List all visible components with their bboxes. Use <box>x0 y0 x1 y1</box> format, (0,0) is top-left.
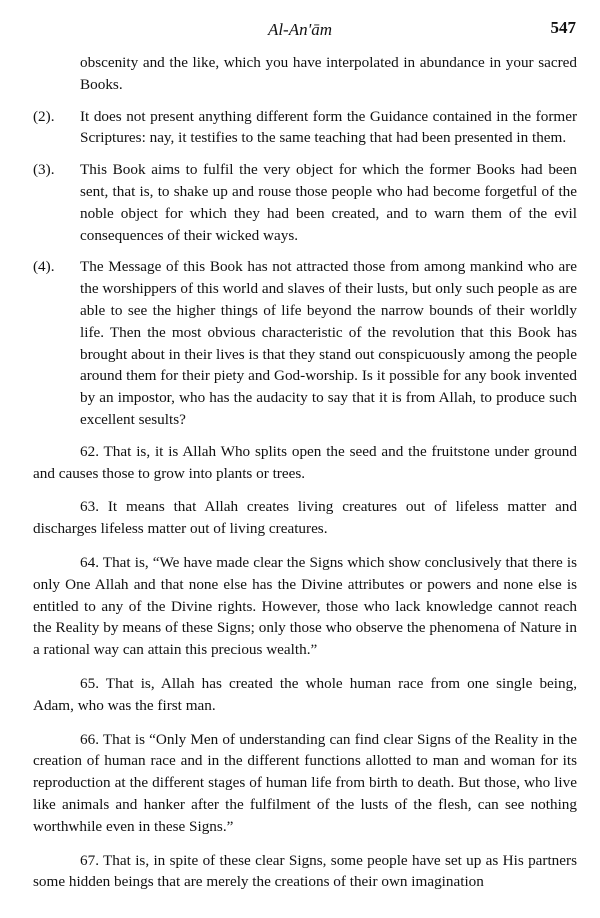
footnote-65: 65. That is, Allah has created the whole human race from one single being, Adam, who was the first man. <box>33 674 577 714</box>
point-text: This Book aims to fulfil the very object for which the former Books had been sent, that is, to shake up and rouse those people who had become forgetful of the noble object for which they had been created, and to warn them of the evil consequences of their wicked ways. <box>80 161 577 244</box>
point-number: (4). <box>33 258 55 276</box>
page-number: 547 <box>550 18 576 37</box>
running-header <box>0 18 600 44</box>
point-number: (3). <box>33 161 55 179</box>
footnote-67: 67. That is, in spite of these clear Signs, some people have set up as His partners some hidden beings that are merely the creations of their own imagination <box>33 851 577 891</box>
chapter-title: Al-An'ām <box>267 20 333 39</box>
footnote-63: 63. It means that Allah creates living creatures out of lifeless matter and discharges lifeless matter out of living creatures. <box>33 498 577 538</box>
numbered-point <box>33 106 577 150</box>
point-text: It does not present anything different form the Guidance contained in the former Scriptures: nay, it testifies to the same teaching that had been presented in them. <box>80 107 577 147</box>
numbered-point <box>33 159 577 246</box>
footnote-66: 66. That is “Only Men of understanding can find clear Signs of the Reality in the creation of human race and in the different functions allotted to man and woman for its reproduction at the different stages of human life from birth to death. But those, who live like animals and hanker after the fulfilment of the lusts of the flesh, can see nothing worthwhile even in these Signs.” <box>33 730 577 835</box>
footnote-64: 64. That is, “We have made clear the Signs which show conclusively that there is only One Allah and that none else has the Divine attributes or powers and none else is entitled to any of the Divine rights. However, those who lack knowledge cannot reach the Reality by means of these Signs; only those who observe the phenomena of Nature in a rational way can attain this precious wealth.” <box>33 553 577 659</box>
numbered-point <box>33 256 577 430</box>
page-body <box>33 52 577 893</box>
point-text: The Message of this Book has not attracted those from among mankind who are the worshippers of this world and slaves of their lusts, but only such people as are able to see the higher things of life beyond the narrow bounds of their worldly life. Then the most obvious characteristic of the revolution that this Book has brought about in their lives is that they stand out conspicuously among the people around them for their piety and God-worship. Is it possible for any book invented by an impostor, who has the audacity to say that it is from Allah, to produce such excellent sesults? <box>80 258 577 428</box>
footnote-62: 62. That is, it is Allah Who splits open the seed and the fruitstone under ground and causes those to grow into plants or trees. <box>33 442 577 482</box>
continued-point-text: obscenity and the like, which you have interpolated in abundance in your sacred Books. <box>80 54 577 93</box>
point-number: (2). <box>33 107 55 125</box>
